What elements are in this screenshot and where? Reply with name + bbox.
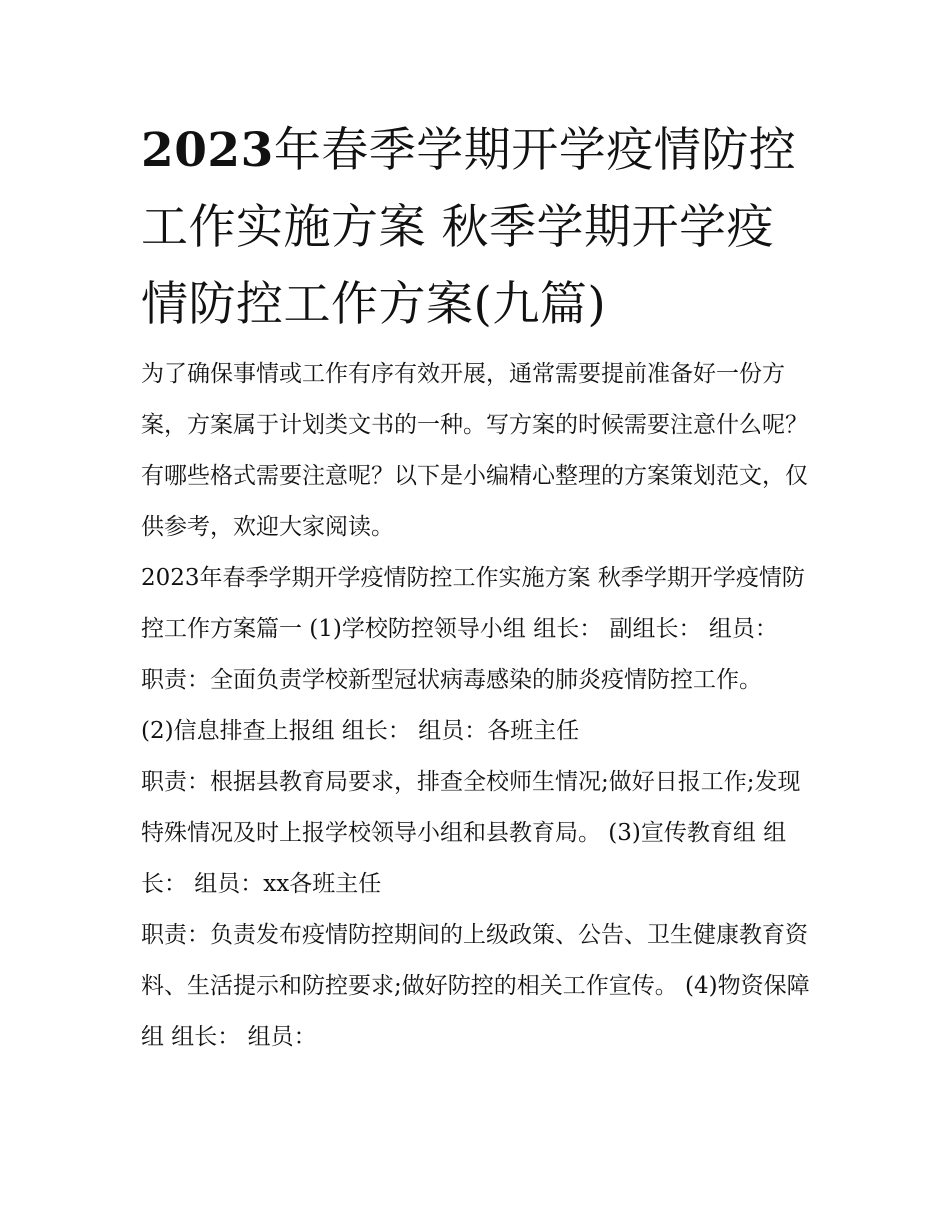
duty-paragraph-1: 职责：全面负责学校新型冠状病毒感染的肺炎疫情防控工作。 bbox=[141, 667, 762, 693]
document-page bbox=[141, 112, 813, 1063]
duty-paragraph-2: 职责：根据县教育局要求，排查全校师生情况;做好日报工作;发现特殊情况及时上报学校领导小组和县教育局。 (3)宣传教育组 组长： 组员：xx各班主任 bbox=[141, 769, 801, 897]
intro-paragraph: 为了确保事情或工作有序有效开展，通常需要提前准备好一份方案，方案属于计划类文书的一种。写方案的时候需要注意什么呢？有哪些格式需要注意呢？以下是小编精心整理的方案策划范文，仅供参考，欢迎大家阅读。 bbox=[141, 361, 808, 540]
duty-paragraph-3: 职责：负责发布疫情防控期间的上级政策、公告、卫生健康教育资料、生活提示和防控要求;做好防控的相关工作宣传。 (4)物资保障组 组长： 组员： bbox=[141, 922, 810, 1050]
title-year: 2023 bbox=[141, 123, 274, 178]
document-title bbox=[141, 112, 813, 343]
section-one-heading: 2023年春季学期开学疫情防控工作实施方案 秋季学期开学疫情防控工作方案篇一 (1)学校防控领导小组 组长： 副组长： 组员： bbox=[141, 565, 805, 642]
group-info-check: (2)信息排查上报组 组长： 组员：各班主任 bbox=[141, 718, 580, 744]
title-text: 年春季学期开学疫情防控工作实施方案 秋季学期开学疫情防控工作方案(九篇) bbox=[141, 123, 797, 332]
